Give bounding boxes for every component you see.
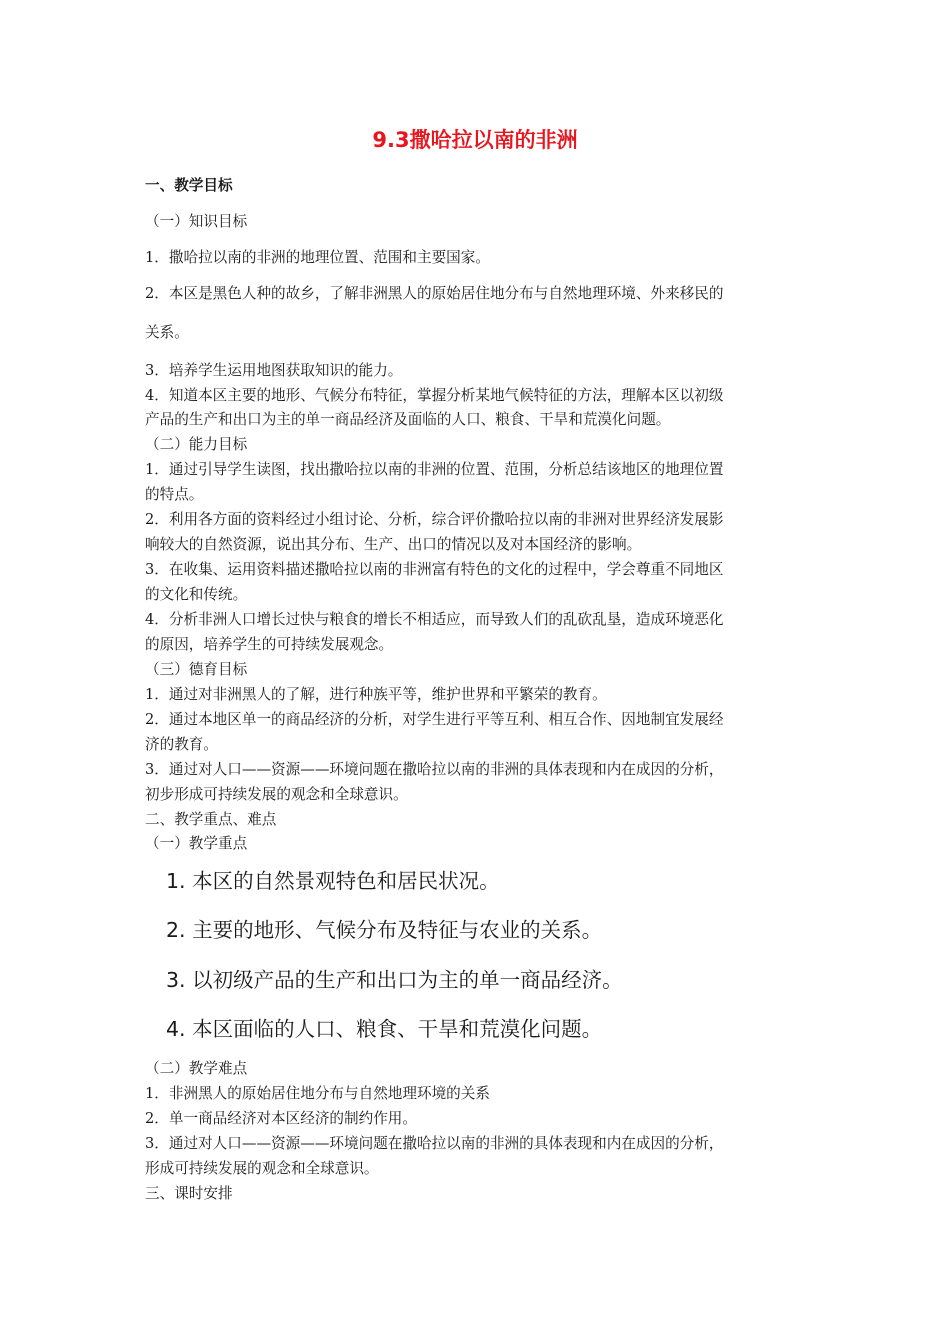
- moral-item-2-line-2: 济的教育。: [145, 736, 218, 753]
- section-heading-objectives: 一、教学目标: [145, 177, 233, 194]
- ability-item-2-line-2: 响较大的自然资源，说出其分布、生产、出口的情况以及对本国经济的影响。: [145, 536, 642, 553]
- difficulty-item-3-line-1: 3．通过对人口——资源——环境问题在撒哈拉以南的非洲的具体表现和内在成因的分析，: [145, 1135, 724, 1152]
- subheading-moral: （三）德育目标: [145, 661, 248, 678]
- ability-item-1-line-2: 的特点。: [145, 486, 204, 503]
- knowledge-item-1: 1．撒哈拉以南的非洲的地理位置、范围和主要国家。: [145, 249, 490, 266]
- moral-item-3-line-2: 初步形成可持续发展的观念和全球意识。: [145, 786, 408, 803]
- section-heading-schedule: 三、课时安排: [145, 1185, 233, 1202]
- knowledge-item-4-line-1: 4．知道本区主要的地形、气候分布特征，掌握分析某地气候特征的方法，理解本区以初级: [145, 387, 724, 404]
- ability-item-3-line-1: 3．在收集、运用资料描述撒哈拉以南的非洲富有特色的文化的过程中，学会尊重不同地区: [145, 561, 724, 578]
- ability-item-2-line-1: 2．利用各方面的资料经过小组讨论、分析，综合评价撒哈拉以南的非洲对世界经济发展影: [145, 511, 724, 528]
- key-point-1: 1. 本区的自然景观特色和居民状况。: [166, 869, 500, 893]
- knowledge-item-2-line-1: 2．本区是黑色人种的故乡，了解非洲黑人的原始居住地分布与自然地理环境、外来移民的: [145, 285, 724, 302]
- knowledge-item-2-line-2: 关系。: [145, 324, 189, 341]
- section-heading-key-points: 二、教学重点、难点: [145, 811, 277, 828]
- subheading-teaching-focus: （一）教学重点: [145, 835, 248, 852]
- knowledge-item-3: 3．培养学生运用地图获取知识的能力。: [145, 362, 403, 379]
- difficulty-item-3-line-2: 形成可持续发展的观念和全球意识。: [145, 1160, 379, 1177]
- key-point-3: 3. 以初级产品的生产和出口为主的单一商品经济。: [166, 968, 623, 992]
- ability-item-1-line-1: 1．通过引导学生读图，找出撒哈拉以南的非洲的位置、范围，分析总结该地区的地理位置: [145, 461, 724, 478]
- subheading-teaching-difficulty: （二）教学难点: [145, 1060, 248, 1077]
- subheading-knowledge: （一）知识目标: [145, 213, 248, 230]
- ability-item-3-line-2: 的文化和传统。: [145, 586, 248, 603]
- ability-item-4-line-2: 的原因，培养学生的可持续发展观念。: [145, 636, 394, 653]
- difficulty-item-2: 2．单一商品经济对本区经济的制约作用。: [145, 1110, 417, 1127]
- moral-item-1: 1．通过对非洲黑人的了解，进行种族平等，维护世界和平繁荣的教育。: [145, 686, 607, 703]
- knowledge-item-4-line-2: 产品的生产和出口为主的单一商品经济及面临的人口、粮食、干旱和荒漠化问题。: [145, 411, 671, 428]
- subheading-ability: （二）能力目标: [145, 436, 248, 453]
- key-point-4: 4. 本区面临的人口、粮食、干旱和荒漠化问题。: [166, 1017, 603, 1041]
- difficulty-item-1: 1．非洲黑人的原始居住地分布与自然地理环境的关系: [145, 1085, 490, 1102]
- moral-item-2-line-1: 2．通过本地区单一的商品经济的分析，对学生进行平等互利、相互合作、因地制宜发展经: [145, 711, 724, 728]
- key-point-2: 2. 主要的地形、气候分布及特征与农业的关系。: [166, 918, 603, 942]
- moral-item-3-line-1: 3．通过对人口——资源——环境问题在撒哈拉以南的非洲的具体表现和内在成因的分析，: [145, 761, 724, 778]
- document-title: 9.3撒哈拉以南的非洲: [372, 128, 578, 152]
- ability-item-4-line-1: 4．分析非洲人口增长过快与粮食的增长不相适应，而导致人们的乱砍乱垦，造成环境恶化: [145, 611, 724, 628]
